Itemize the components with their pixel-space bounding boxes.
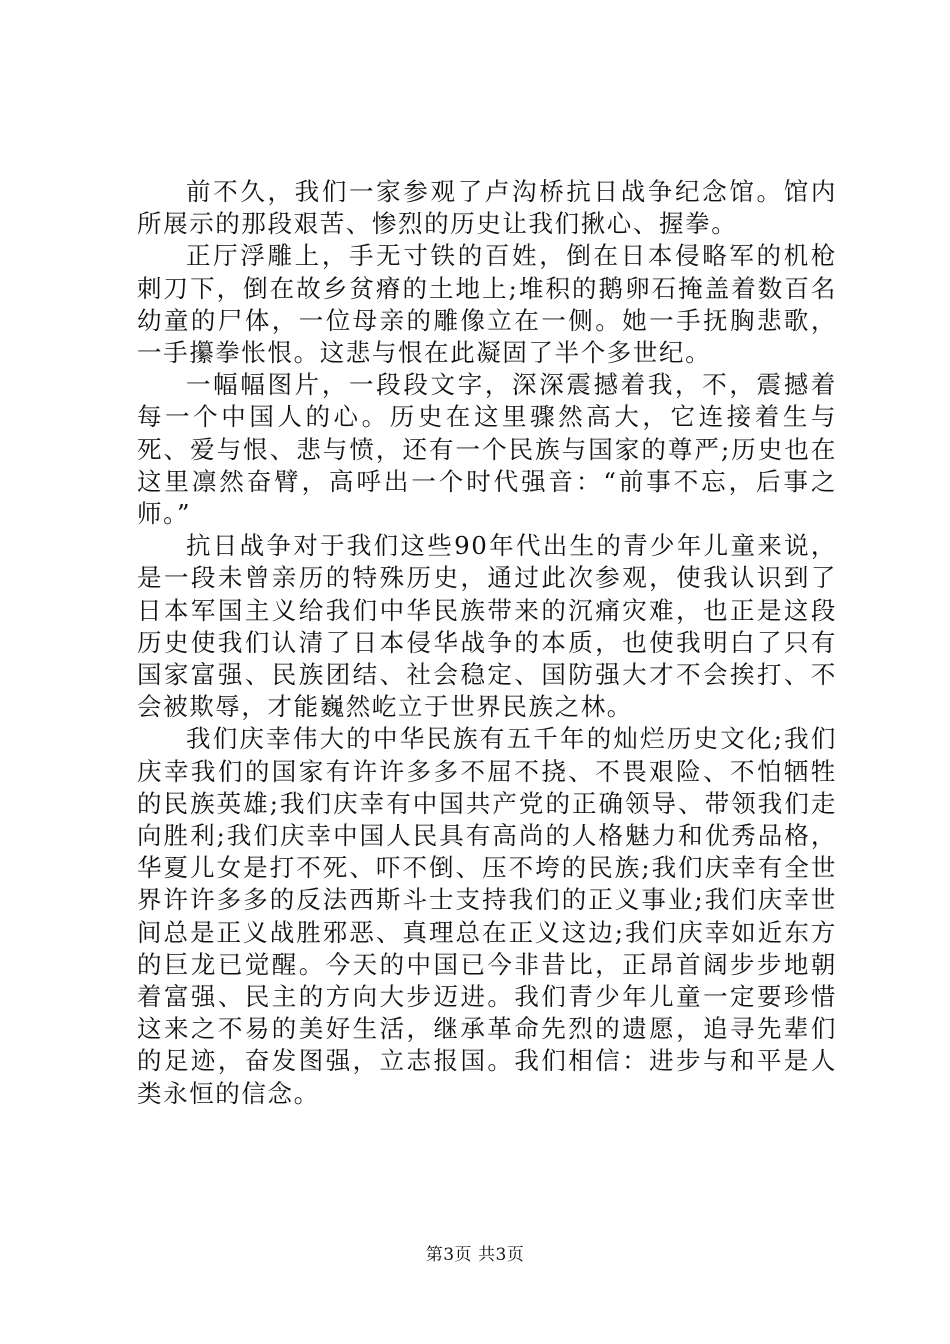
paragraph-1: 前不久，我们一家参观了卢沟桥抗日战争纪念馆。馆内所展示的那段艰苦、惨烈的历史让我们揪心、握拳。	[137, 177, 837, 239]
paragraph-5: 我们庆幸伟大的中华民族有五千年的灿烂历史文化;我们庆幸我们的国家有许许多多不屈不挠、不畏艰险、不怕牺牲的民族英雄;我们庆幸有中国共产党的正确领导、带领我们走向胜利;我们庆幸中国人民具有高尚的人格魅力和优秀品格，华夏儿女是打不死、吓不倒、压不垮的民族;我们庆幸有全世界许许多多的反法西斯斗士支持我们的正义事业;我们庆幸世间总是正义战胜邪恶、真理总在正义这边;我们庆幸如近东方的巨龙已觉醒。今天的中国已今非昔比，正昂首阔步步地朝着富强、民主的方向大步迈进。我们青少年儿童一定要珍惜这来之不易的美好生活，继承革命先烈的遗愿，追寻先辈们的足迹，奋发图强，立志报国。我们相信：进步与和平是人类永恒的信念。	[137, 724, 837, 1108]
paragraph-2: 正厅浮雕上，手无寸铁的百姓，倒在日本侵略军的机枪刺刀下，倒在故乡贫瘠的土地上;堆积的鹅卵石掩盖着数百名幼童的尸体，一位母亲的雕像立在一侧。她一手抚胸悲歌，一手攥拳怅恨。这悲与恨在此凝固了半个多世纪。	[137, 241, 837, 368]
paragraph-4: 抗日战争对于我们这些90年代出生的青少年儿童来说，是一段未曾亲历的特殊历史，通过此次参观，使我认识到了日本军国主义给我们中华民族带来的沉痛灾难，也正是这段历史使我们认清了日本侵华战争的本质，也使我明白了只有国家富强、民族团结、社会稳定、国防强大才不会挨打、不会被欺辱，才能巍然屹立于世界民族之林。	[137, 531, 837, 722]
page-number-footer: 第3页 共3页	[425, 1245, 525, 1265]
document-body	[137, 176, 837, 1110]
paragraph-3: 一幅幅图片，一段段文字，深深震撼着我，不，震撼着每一个中国人的心。历史在这里骤然高大，它连接着生与死、爱与恨、悲与愤，还有一个民族与国家的尊严;历史也在这里凛然奋臂，高呼出一个时代强音：“前事不忘，后事之师。”	[137, 370, 837, 529]
